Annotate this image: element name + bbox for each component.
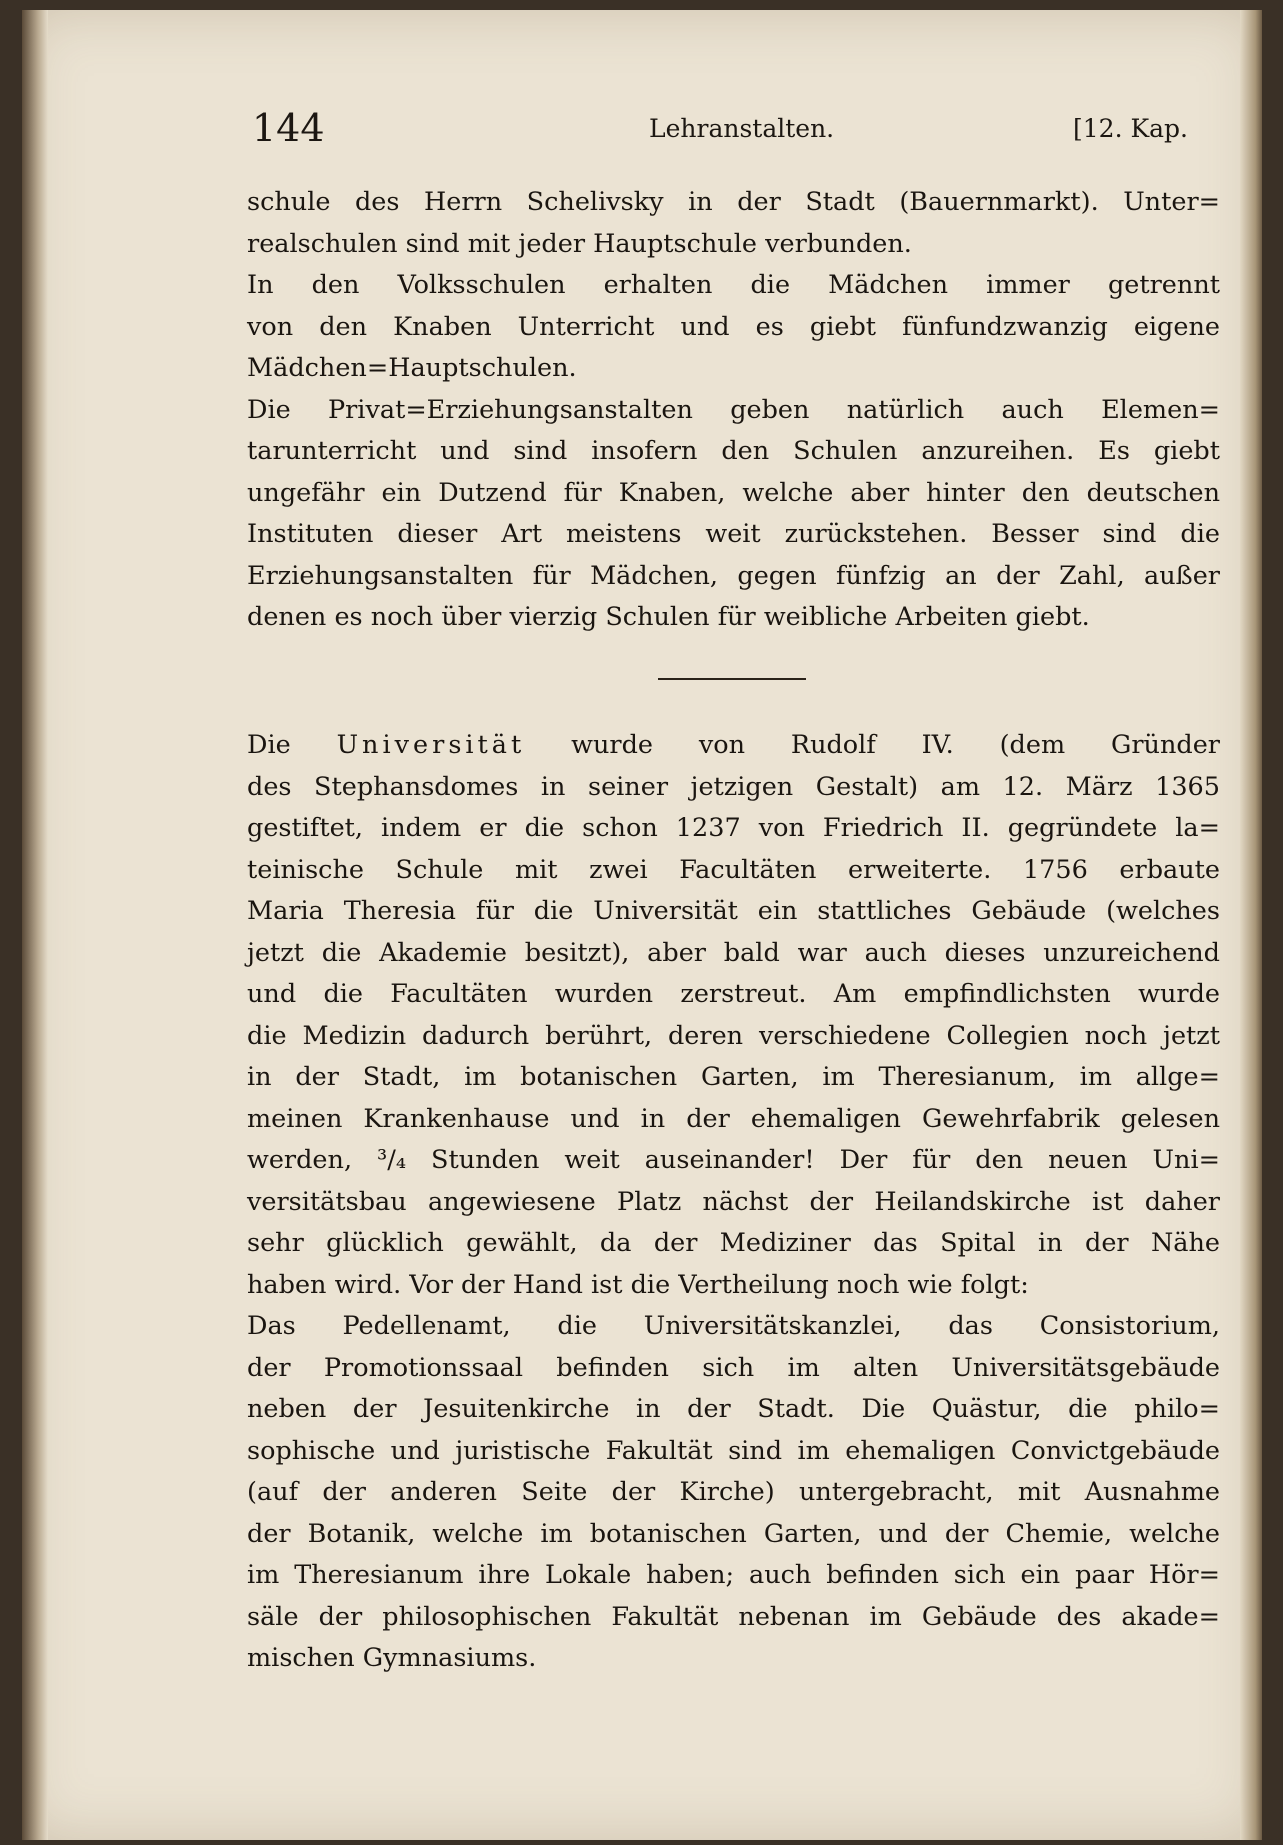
text-line: mischen Gymnasiums. (247, 1643, 537, 1673)
text-line: im Theresianum ihre Lokale haben; auch befinden sich ein paar Hör= (247, 1560, 1220, 1590)
text-line: werden, ³/₄ Stunden weit auseinander! Der für den neuen Uni= (247, 1145, 1220, 1175)
page-edge (1240, 10, 1262, 1840)
text-line: schule des Herrn Schelivsky in der Stadt (Bauernmarkt). Unter= (247, 187, 1220, 217)
text-line: Maria Theresia für die Universität ein stattliches Gebäude (welches (247, 896, 1220, 926)
page-number: 144 (252, 106, 325, 150)
text-line: der Botanik, welche im botanischen Garten, und der Chemie, welche (247, 1518, 1220, 1549)
text-line: tarunterricht und sind insofern den Schulen anzureihen. Es giebt (247, 436, 1220, 466)
text-block-bottom (247, 725, 1220, 1680)
text-line: denen es noch über vierzig Schulen für weibliche Arbeiten giebt. (247, 602, 1090, 632)
text-line: jetzt die Akademie besitzt), aber bald war auch dieses unzureichend (247, 937, 1220, 968)
text-line: säle der philosophischen Fakultät nebenan im Gebäude des akade= (247, 1601, 1220, 1632)
text-line: des Stephansdomes in seiner jetzigen Gestalt) am 12. März 1365 (247, 771, 1220, 802)
text-line-first (247, 725, 1220, 767)
text-line: versitätsbau angewiesene Platz nächst der Heilandskirche ist daher (247, 1186, 1220, 1217)
book-page (22, 10, 1262, 1840)
section-separator (658, 678, 806, 680)
text-line: sophische und juristische Fakultät sind im ehemaligen Convictgebäude (247, 1435, 1220, 1466)
text-block-top (247, 182, 1220, 639)
lead-word: Die (247, 730, 291, 760)
page-header (217, 106, 1217, 156)
text-line: haben wird. Vor der Hand ist die Vertheilung noch wie folgt: (247, 1269, 1029, 1300)
text-line: Instituten dieser Art meistens weit zurückstehen. Besser sind die (247, 519, 1220, 549)
text-line: gestiftet, indem er die schon 1237 von Friedrich II. gegründete la= (247, 813, 1220, 843)
text-line: (auf der anderen Seite der Kirche) untergebracht, mit Ausnahme (247, 1477, 1220, 1507)
text-line: die Medizin dadurch berührt, deren verschiedene Collegien noch jetzt (247, 1020, 1220, 1051)
text-line: und die Facultäten wurden zerstreut. Am empfindlichsten wurde (247, 979, 1220, 1009)
text-line: in der Stadt, im botanischen Garten, im Theresianum, im allge= (247, 1062, 1220, 1092)
text-line: Erziehungsanstalten für Mädchen, gegen fünfzig an der Zahl, außer (247, 560, 1220, 591)
text-line: Mädchen=Hauptschulen. (247, 353, 577, 383)
text-line: Die Privat=Erziehungsanstalten geben natürlich auch Elemen= (247, 394, 1220, 425)
text-line: der Promotionssaal befinden sich im alten Universitätsgebäude (247, 1352, 1220, 1383)
text-line: ungefähr ein Dutzend für Knaben, welche aber hinter den deutschen (247, 477, 1220, 508)
text-line: Das Pedellenamt, die Universitätskanzlei, das Consistorium, (247, 1311, 1220, 1341)
text-line: In den Volksschulen erhalten die Mädchen immer getrennt (247, 270, 1220, 300)
text-line: realschulen sind mit jeder Hauptschule verbunden. (247, 228, 912, 259)
text-line: sehr glücklich gewählt, da der Mediziner das Spital in der Nähe (247, 1228, 1220, 1258)
page-gutter (22, 10, 48, 1840)
first-line-rest: wurde von Rudolf IV. (dem Gründer (571, 730, 1220, 760)
chapter-reference: [12. Kap. (1073, 114, 1188, 143)
text-line: teinische Schule mit zwei Facultäten erweiterte. 1756 erbaute (247, 854, 1220, 885)
text-line: neben der Jesuitenkirche in der Stadt. Die Quästur, die philo= (247, 1394, 1220, 1424)
running-title: Lehranstalten. (649, 114, 835, 143)
text-line: meinen Krankenhause und in der ehemaligen Gewehrfabrik gelesen (247, 1103, 1220, 1134)
text-line: von den Knaben Unterricht und es giebt fünfundzwanzig eigene (247, 311, 1220, 342)
emphasized-word: Universität (336, 730, 526, 760)
